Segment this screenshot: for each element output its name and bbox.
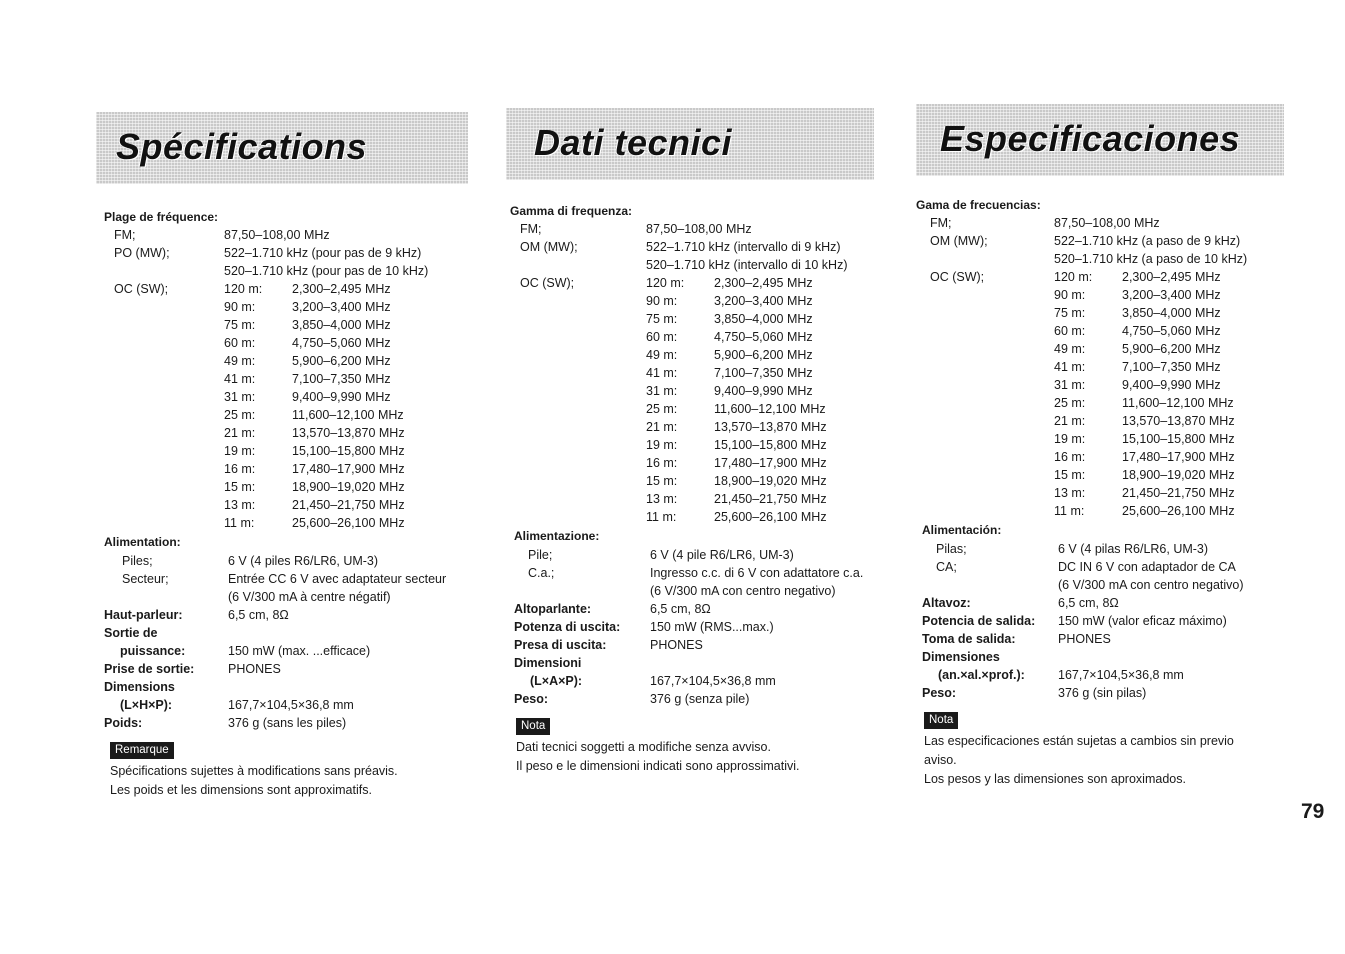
power-title: Alimentazione: (514, 529, 600, 543)
sw-band: 13 m: (224, 498, 256, 512)
note-line: Los pesos y las dimensiones son aproximados. (924, 772, 1186, 786)
note-line: Dati tecnici soggetti a modifiche senza avviso. (516, 740, 771, 754)
note-line: aviso. (924, 753, 957, 767)
mw-value: 522–1.710 kHz (pour pas de 9 kHz) (224, 246, 422, 260)
sw-band: 25 m: (1054, 396, 1086, 410)
sw-band: 49 m: (646, 348, 678, 362)
sw-band-row (104, 280, 484, 298)
jack-label: Presa di uscita: (514, 638, 607, 652)
sw-band-row (510, 310, 890, 328)
sw-band: 31 m: (1054, 378, 1086, 392)
sw-frequency: 21,450–21,750 MHz (1122, 486, 1235, 500)
output-value: 150 mW (valor eficaz máximo) (1058, 614, 1227, 628)
sw-frequency: 13,570–13,870 MHz (714, 420, 827, 434)
ac-value: DC IN 6 V con adaptador de CA (1058, 560, 1236, 574)
heading-banner-fr (96, 112, 468, 184)
jack-label: Toma de salida: (922, 632, 1016, 646)
sw-band-row (916, 340, 1296, 358)
sw-band: 11 m: (646, 510, 677, 524)
jack-value: PHONES (1058, 632, 1111, 646)
ac-label: Secteur; (122, 572, 169, 586)
sw-frequency: 15,100–15,800 MHz (1122, 432, 1235, 446)
sw-frequency: 11,600–12,100 MHz (714, 402, 826, 416)
weight-label: Peso: (514, 692, 549, 706)
sw-band-row (104, 388, 484, 406)
sw-band: 75 m: (224, 318, 256, 332)
dimensions-value: 167,7×104,5×36,8 mm (650, 674, 776, 688)
sw-band-row (510, 274, 890, 292)
sw-band: 16 m: (646, 456, 678, 470)
mw-value: 522–1.710 kHz (a paso de 9 kHz) (1054, 234, 1241, 248)
sw-band: 25 m: (646, 402, 678, 416)
sw-band-row (104, 496, 484, 514)
mw-value: 520–1.710 kHz (intervallo di 10 kHz) (646, 258, 848, 272)
sw-band: 16 m: (1054, 450, 1086, 464)
sw-frequency: 13,570–13,870 MHz (1122, 414, 1235, 428)
sw-band: 19 m: (1054, 432, 1086, 446)
sw-frequency: 21,450–21,750 MHz (292, 498, 405, 512)
sw-band: 15 m: (646, 474, 678, 488)
sw-frequency: 3,200–3,400 MHz (714, 294, 813, 308)
speaker-value: 6,5 cm, 8Ω (1058, 596, 1119, 610)
sw-band-row (916, 502, 1296, 520)
weight-value: 376 g (sin pilas) (1058, 686, 1147, 700)
sw-band-row (510, 436, 890, 454)
sw-band-row (104, 298, 484, 316)
sw-band-row (916, 286, 1296, 304)
output-label: Potencia de salida: (922, 614, 1036, 628)
sw-band-row (104, 334, 484, 352)
sw-frequency: 17,480–17,900 MHz (1122, 450, 1235, 464)
power-title: Alimentation: (104, 535, 181, 549)
sw-band-row (510, 292, 890, 310)
sw-frequency: 9,400–9,990 MHz (1122, 378, 1221, 392)
mw-value: 522–1.710 kHz (intervallo di 9 kHz) (646, 240, 841, 254)
freq-range-title: Gamma di frequenza: (510, 204, 633, 218)
note-line: Il peso e le dimensioni indicati sono approssimativi. (516, 759, 800, 773)
output-label: Potenza di uscita: (514, 620, 621, 634)
sw-band-row (510, 508, 890, 526)
sw-band-row (104, 352, 484, 370)
speaker-label: Haut-parleur: (104, 608, 183, 622)
ac-value: Entrée CC 6 V avec adaptateur secteur (228, 572, 447, 586)
sw-band-row (916, 484, 1296, 502)
dimensions-label: (L×A×P): (530, 674, 583, 688)
battery-value: 6 V (4 pilas R6/LR6, UM-3) (1058, 542, 1209, 556)
sw-band: 21 m: (1054, 414, 1086, 428)
sw-frequency: 11,600–12,100 MHz (1122, 396, 1234, 410)
sw-frequency: 15,100–15,800 MHz (292, 444, 405, 458)
fm-label: FM; (930, 216, 952, 230)
battery-label: Pilas; (936, 542, 967, 556)
sw-frequency: 25,600–26,100 MHz (1122, 504, 1235, 518)
spec-column-it (510, 202, 890, 776)
jack-value: PHONES (650, 638, 703, 652)
sw-frequency: 2,300–2,495 MHz (292, 282, 391, 296)
sw-frequency: 4,750–5,060 MHz (1122, 324, 1221, 338)
weight-value: 376 g (senza pile) (650, 692, 750, 706)
sw-frequency: 4,750–5,060 MHz (714, 330, 813, 344)
sw-band-row (916, 358, 1296, 376)
sw-band: 49 m: (1054, 342, 1086, 356)
mw-value: 520–1.710 kHz (a paso de 10 kHz) (1054, 252, 1248, 266)
ac-label: C.a.; (528, 566, 555, 580)
sw-band: 75 m: (1054, 306, 1086, 320)
battery-value: 6 V (4 piles R6/LR6, UM-3) (228, 554, 379, 568)
sw-band-list (104, 280, 484, 532)
note-badge: Nota (924, 712, 958, 729)
sw-band: 41 m: (646, 366, 678, 380)
sw-frequency: 3,850–4,000 MHz (714, 312, 813, 326)
sw-band: 15 m: (1054, 468, 1086, 482)
sw-band-row (510, 418, 890, 436)
sw-band-row (510, 472, 890, 490)
speaker-value: 6,5 cm, 8Ω (228, 608, 289, 622)
jack-label: Prise de sortie: (104, 662, 195, 676)
mw-label: OM (MW); (520, 240, 578, 254)
sw-band: 31 m: (224, 390, 256, 404)
sw-band-row (916, 430, 1296, 448)
sw-frequency: 17,480–17,900 MHz (292, 462, 405, 476)
output-value: 150 mW (RMS...max.) (650, 620, 774, 634)
note-badge: Remarque (110, 742, 174, 759)
sw-frequency: 18,900–19,020 MHz (292, 480, 405, 494)
sw-frequency: 3,200–3,400 MHz (292, 300, 391, 314)
ac-value: (6 V/300 mA con centro negativo) (1058, 578, 1244, 592)
sw-band-row (916, 394, 1296, 412)
speaker-value: 6,5 cm, 8Ω (650, 602, 711, 616)
sw-band: 13 m: (1054, 486, 1086, 500)
sw-frequency: 2,300–2,495 MHz (714, 276, 813, 290)
sw-frequency: 5,900–6,200 MHz (1122, 342, 1221, 356)
sw-band-row (104, 514, 484, 532)
sw-band-row (510, 382, 890, 400)
dimensions-label: (L×H×P): (120, 698, 173, 712)
battery-value: 6 V (4 pile R6/LR6, UM-3) (650, 548, 794, 562)
sw-band: 25 m: (224, 408, 256, 422)
sw-frequency: 13,570–13,870 MHz (292, 426, 405, 440)
sw-band-row (510, 328, 890, 346)
sw-frequency: 15,100–15,800 MHz (714, 438, 827, 452)
sw-band: 120 m: (646, 276, 685, 290)
sw-frequency: 9,400–9,990 MHz (714, 384, 813, 398)
sw-band-row (916, 268, 1296, 286)
sw-band-row (104, 442, 484, 460)
sw-band-list (916, 268, 1296, 520)
dimensions-label: Dimensioni (514, 656, 582, 670)
sw-band: 90 m: (646, 294, 678, 308)
ac-value: Ingresso c.c. di 6 V con adattatore c.a. (650, 566, 864, 580)
sw-frequency: 3,850–4,000 MHz (292, 318, 391, 332)
battery-label: Pile; (528, 548, 553, 562)
sw-band: 21 m: (224, 426, 256, 440)
spec-column-es (916, 196, 1296, 789)
sw-band: 120 m: (1054, 270, 1093, 284)
weight-label: Poids: (104, 716, 143, 730)
sw-band: 13 m: (646, 492, 678, 506)
sw-band-row (916, 448, 1296, 466)
sw-label: OC (SW); (520, 276, 575, 290)
sw-band-list (510, 274, 890, 526)
sw-band-row (510, 346, 890, 364)
sw-band-row (510, 454, 890, 472)
sw-band-row (916, 376, 1296, 394)
power-title: Alimentación: (922, 523, 1002, 537)
sw-frequency: 5,900–6,200 MHz (714, 348, 813, 362)
sw-frequency: 4,750–5,060 MHz (292, 336, 391, 350)
sw-label: OC (SW); (114, 282, 169, 296)
sw-band-row (104, 460, 484, 478)
mw-value: 520–1.710 kHz (pour pas de 10 kHz) (224, 264, 429, 278)
weight-label: Peso: (922, 686, 957, 700)
heading-banner-it (506, 108, 874, 180)
sw-frequency: 18,900–19,020 MHz (714, 474, 827, 488)
page-number: 79 (1301, 800, 1325, 823)
sw-band: 19 m: (224, 444, 256, 458)
sw-frequency: 7,100–7,350 MHz (1122, 360, 1221, 374)
section-heading: Dati tecnici (534, 122, 733, 163)
sw-band: 21 m: (646, 420, 678, 434)
sw-frequency: 2,300–2,495 MHz (1122, 270, 1221, 284)
output-value: 150 mW (max. ...efficace) (228, 644, 371, 658)
sw-band: 41 m: (1054, 360, 1086, 374)
sw-band-row (104, 424, 484, 442)
fm-value: 87,50–108,00 MHz (1054, 216, 1160, 230)
sw-frequency: 3,200–3,400 MHz (1122, 288, 1221, 302)
section-heading: Especificaciones (940, 118, 1241, 159)
dimensions-label: (an.×al.×prof.): (938, 668, 1025, 682)
fm-label: FM; (114, 228, 136, 242)
sw-band-row (104, 370, 484, 388)
sw-frequency: 5,900–6,200 MHz (292, 354, 391, 368)
output-label: Sortie de (104, 626, 158, 640)
sw-band-row (510, 400, 890, 418)
sw-frequency: 3,850–4,000 MHz (1122, 306, 1221, 320)
speaker-label: Altavoz: (922, 596, 971, 610)
dimensions-value: 167,7×104,5×36,8 mm (1058, 668, 1184, 682)
sw-band: 11 m: (224, 516, 255, 530)
sw-band-row (104, 406, 484, 424)
sw-band: 90 m: (224, 300, 256, 314)
ac-value: (6 V/300 mA con centro negativo) (650, 584, 836, 598)
sw-band: 11 m: (1054, 504, 1085, 518)
ac-label: CA; (936, 560, 957, 574)
sw-frequency: 7,100–7,350 MHz (714, 366, 813, 380)
speaker-label: Altoparlante: (514, 602, 592, 616)
sw-band: 90 m: (1054, 288, 1086, 302)
note-line: Las especificaciones están sujetas a cambios sin previo (924, 734, 1234, 748)
note-badge: Nota (516, 718, 550, 735)
note-line: Les poids et les dimensions sont approximatifs. (110, 783, 372, 797)
sw-frequency: 25,600–26,100 MHz (714, 510, 827, 524)
output-label: puissance: (120, 644, 186, 658)
sw-band: 75 m: (646, 312, 678, 326)
dimensions-label: Dimensions (104, 680, 175, 694)
sw-band: 31 m: (646, 384, 678, 398)
dimensions-label: Dimensiones (922, 650, 1000, 664)
sw-band: 19 m: (646, 438, 678, 452)
sw-frequency: 25,600–26,100 MHz (292, 516, 405, 530)
sw-band-row (104, 316, 484, 334)
sw-frequency: 11,600–12,100 MHz (292, 408, 404, 422)
sw-band: 15 m: (224, 480, 256, 494)
sw-frequency: 21,450–21,750 MHz (714, 492, 827, 506)
sw-band-row (916, 322, 1296, 340)
sw-band: 60 m: (1054, 324, 1086, 338)
note-line: Spécifications sujettes à modifications sans préavis. (110, 764, 398, 778)
section-heading: Spécifications (116, 126, 368, 167)
sw-band-row (916, 412, 1296, 430)
sw-band: 41 m: (224, 372, 256, 386)
freq-range-title: Gama de frecuencias: (916, 198, 1041, 212)
sw-band-row (104, 478, 484, 496)
sw-frequency: 7,100–7,350 MHz (292, 372, 391, 386)
freq-range-title: Plage de fréquence: (104, 210, 219, 224)
sw-frequency: 18,900–19,020 MHz (1122, 468, 1235, 482)
ac-value: (6 V/300 mA à centre négatif) (228, 590, 391, 604)
fm-label: FM; (520, 222, 542, 236)
fm-value: 87,50–108,00 MHz (224, 228, 330, 242)
weight-value: 376 g (sans les piles) (228, 716, 347, 730)
fm-value: 87,50–108,00 MHz (646, 222, 752, 236)
mw-label: PO (MW); (114, 246, 170, 260)
battery-label: Piles; (122, 554, 153, 568)
sw-band-row (510, 490, 890, 508)
spec-column-fr (104, 208, 484, 800)
sw-band: 60 m: (646, 330, 678, 344)
sw-band-row (916, 466, 1296, 484)
heading-banner-es (916, 104, 1284, 176)
sw-band: 60 m: (224, 336, 256, 350)
sw-band-row (510, 364, 890, 382)
sw-label: OC (SW); (930, 270, 985, 284)
jack-value: PHONES (228, 662, 281, 676)
dimensions-value: 167,7×104,5×36,8 mm (228, 698, 354, 712)
sw-frequency: 17,480–17,900 MHz (714, 456, 827, 470)
sw-frequency: 9,400–9,990 MHz (292, 390, 391, 404)
sw-band-row (916, 304, 1296, 322)
sw-band: 120 m: (224, 282, 263, 296)
mw-label: OM (MW); (930, 234, 988, 248)
sw-band: 16 m: (224, 462, 256, 476)
sw-band: 49 m: (224, 354, 256, 368)
